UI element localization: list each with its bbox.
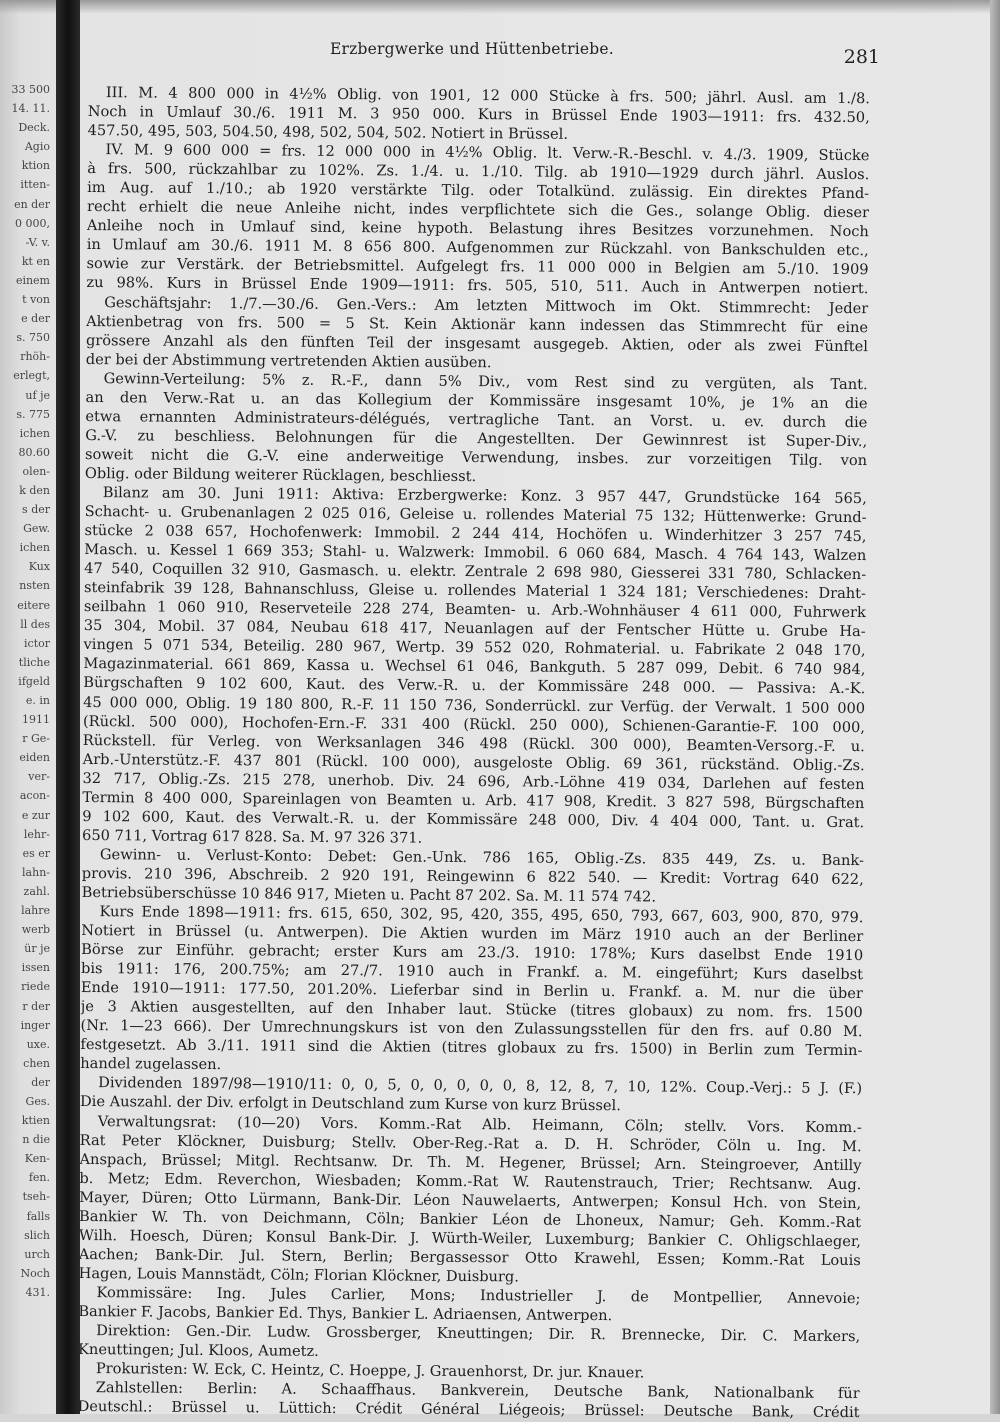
text-line: Aktienbetrag von frs. 500 = 5 St. Kein Aktionär kann indessen das Stimmrecht für eine bbox=[86, 312, 869, 336]
text-line: Anspach, Brüssel; Mitgl. Rechtsanw. Dr. Th. M. Hegener, Brüssel; Arn. Steingroever, Antilly bbox=[79, 1150, 862, 1174]
text-line: steinfabrik 39 128, Bahnanschluss, Gleise u. rollendes Material 1 324 181; Verschiedenes: Draht- bbox=[83, 579, 867, 603]
running-title: Erzbergwerke und Hüttenbetriebe. bbox=[330, 40, 614, 58]
fragment-line: Ges. bbox=[25, 1094, 50, 1108]
text-line: à frs. 500, rückzahlbar zu 102%. Zs. 1./4. u. 1./10. Tilg. ab 1910—1929 durch jährl. Auslos. bbox=[87, 160, 870, 184]
text-line: festgesetzt. Ab 3./11. 1911 sind die Aktien (titres globaux zu frs. 1500) in Berlin zum Termin- bbox=[80, 1036, 863, 1060]
fragment-line: kt en bbox=[21, 254, 50, 268]
text-line: Termin 8 400 000, Spareinlagen von Beamten u. Arb. 417 908, Kredit. 3 827 598, Bürgschaften bbox=[82, 788, 865, 812]
fragment-line: Kux bbox=[28, 560, 50, 574]
fragment-line: lehr- bbox=[23, 827, 50, 841]
text-line: Zahlstellen: Berlin: A. Schaaffhaus. Bankverein, Deutsche Bank, Nationalbank für bbox=[95, 1379, 860, 1403]
fragment-line: 14. 11. bbox=[11, 102, 50, 116]
fragment-line: nsten bbox=[19, 579, 50, 593]
fragment-line: ver- bbox=[28, 770, 50, 784]
fragment-line: ifgeld bbox=[18, 674, 50, 688]
fragment-line: 80.60 bbox=[18, 445, 50, 459]
text-line: Deutschl.: Brüssel u. Lüttich: Crédit Général Liégeois; Brüssel: Deutsche Bank, Crédit bbox=[77, 1398, 860, 1422]
fragment-line: lahn- bbox=[22, 865, 50, 879]
fragment-line: en der bbox=[14, 197, 50, 211]
body-text bbox=[78, 83, 870, 1422]
text-line: Wilh. Hoesch, Düren; Konsul Bank-Dir. J. Würth-Weiler, Luxemburg; Bankier C. Ohligschlaeger, bbox=[78, 1226, 861, 1250]
text-line: sowie zur Verstärk. der Betriebsmittel. Aufgelegt frs. 11 000 000 in Belgien am 5./10. 1909 bbox=[86, 255, 869, 279]
fragment-line: uf je bbox=[25, 388, 50, 402]
fragment-line: ichen bbox=[19, 426, 50, 440]
text-line: 32 717, Oblig.-Zs. 215 278, unerhob. Div. 24 696, Arb.-Löhne 419 034, Darlehen auf festen bbox=[82, 769, 865, 793]
text-line: Kommissäre: Ing. Jules Carlier, Mons; Industrieller J. de Montpellier, Annevoie; bbox=[96, 1284, 861, 1308]
fragment-line: der bbox=[31, 1075, 50, 1089]
fragment-line: erlegt, bbox=[13, 369, 50, 383]
fragment-line: ll des bbox=[20, 617, 50, 631]
fragment-line: zahl. bbox=[23, 884, 50, 898]
text-line: Schacht- u. Grubenanlagen 2 025 016, Geleise u. rollendes Material 75 132; Hüttenwerke: Grund- bbox=[84, 503, 867, 527]
text-line: Magazinmaterial. 661 869, Kassa u. Wechsel 61 046, Bankguth. 5 287 099, Debit. 6 740 984, bbox=[83, 655, 866, 679]
text-line: Dividenden 1897/98—1910/11: 0, 0, 5, 0, 0, 0, 0, 0, 8, 12, 8, 7, 10, 12%. Coup.-Verj.: 5 J. (F.) bbox=[98, 1074, 863, 1098]
text-line: b. Metz; Edm. Reverchon, Wiesbaden; Komm.-Rat W. Rautenstrauch, Trier; Rechtsanw. Aug. bbox=[79, 1169, 862, 1193]
fragment-line: e der bbox=[21, 312, 50, 326]
fragment-line: n die bbox=[22, 1133, 50, 1147]
text-line: im Aug. auf 1./10.; ab 1920 verstärkte Tilg. oder Totalkünd. zulässig. Ein direktes Pfand- bbox=[87, 179, 870, 203]
fragment-line: 431. bbox=[25, 1285, 50, 1299]
text-line: recht erhielt die neue Anleihe nicht, indes verpflichtete sich die Ges., solange Oblig. dieser bbox=[86, 198, 870, 222]
fragment-line: s. 775 bbox=[16, 407, 50, 421]
text-line: der bei der Abstimmung vertretenden Aktien ausüben. bbox=[85, 350, 492, 371]
text-line: (Nr. 1—23 666). Der Umrechnungskurs ist von den Zulassungsstellen für den frs. auf 0.80 M. bbox=[80, 1017, 863, 1041]
text-line: Kneuttingen; Jul. Kloos, Aumetz. bbox=[77, 1341, 319, 1360]
text-line: grössere Anzahl als den fünften Teil der insgesamt ausgegeb. Aktien, oder als zwei Fünftel bbox=[85, 331, 869, 355]
fragment-line: ür je bbox=[24, 942, 50, 956]
text-line: 650 711, Vortrag 617 828. Sa. M. 97 326 371. bbox=[82, 826, 423, 847]
text-line: Bilanz am 30. Juni 1911: Aktiva: Erzbergwerke: Konz. 3 957 447, Grundstücke 164 565, bbox=[102, 484, 867, 508]
fragment-line: Agio bbox=[24, 140, 50, 154]
text-line: Arb.-Unterstütz.-F. 437 801 (Rückl. 100 000), ausgeloste Oblig. 69 361, rückständ. Oblig.-Zs. bbox=[82, 750, 865, 774]
page-edge bbox=[990, 0, 1000, 1414]
text-line: Kurs Ende 1898—1911: frs. 615, 650, 302, 95, 420, 355, 495, 650, 793, 667, 603, 900, 870, 979. bbox=[99, 903, 864, 927]
fragment-line: olen- bbox=[22, 464, 50, 478]
fragment-line: chen bbox=[23, 1056, 50, 1070]
text-line: Noch in Umlauf 30./6. 1911 M. 3 950 000. Kurs in Brüssel Ende 1903—1911: frs. 432.50, bbox=[87, 103, 870, 127]
text-line: Prokuristen: W. Eck, C. Heintz, C. Hoeppe, J. Grauenhorst, Dr. jur. Knauer. bbox=[95, 1360, 645, 1382]
fragment-line: acon- bbox=[19, 789, 50, 803]
text-line: 457.50, 495, 503, 504.50, 498, 502, 504, 502. Notiert in Brüssel. bbox=[87, 122, 569, 143]
top-shadow bbox=[0, 0, 1000, 14]
text-line: provis. 210 396, Abschreib. 2 920 191, Reingewinn 6 822 540. — Kredit: Vortrag 640 622, bbox=[81, 864, 864, 889]
fragment-line: uxe. bbox=[26, 1037, 50, 1051]
fragment-line: eiden bbox=[19, 751, 50, 765]
text-line: Rückstell. für Verleg. von Werksanlagen 346 498 (Rückl. 300 000), Beamten-Versorg.-F. u. bbox=[82, 731, 865, 755]
fragment-line: eitere bbox=[17, 598, 50, 612]
fragment-line: r Ge- bbox=[22, 732, 50, 746]
text-line: III. M. 4 800 000 in 4½% Oblig. von 1901, 12 000 Stücke à frs. 500; jährl. Ausl. am 1./8. bbox=[105, 84, 870, 108]
fragment-line: rhöh- bbox=[20, 350, 50, 364]
fragment-line: inger bbox=[20, 1018, 50, 1032]
fragment-line: tliche bbox=[18, 655, 50, 669]
fragment-line: einem bbox=[15, 273, 50, 287]
fragment-line: Gew. bbox=[23, 522, 50, 536]
text-line: Gewinn-Verteilung: 5% z. R.-F., dann 5% Div., vom Rest sind zu vergüten, als Tant. bbox=[103, 369, 868, 393]
fragment-line: werb bbox=[21, 923, 50, 937]
fragment-line: Deck. bbox=[18, 121, 50, 135]
fragment-line: t von bbox=[22, 293, 50, 307]
adjacent-page-fragment bbox=[0, 80, 56, 1302]
fragment-line: Ken- bbox=[24, 1152, 50, 1166]
fragment-line: 0 000, bbox=[15, 216, 50, 230]
text-line: 47 540, Coquillen 32 910, Gasmasch. u. elektr. Zentrale 2 698 980, Giesserei 331 780, Schlacken- bbox=[84, 560, 867, 584]
text-line: IV. M. 9 600 000 = frs. 12 000 000 in 4½% Oblig. lt. Verw.-R.-Beschl. v. 4./3. 1909, Stücke bbox=[105, 141, 870, 165]
text-line: 45 000 000, Oblig. 19 180 800, R.-F. 11 150 736, Sonderrückl. zur Verfüg. der Verwalt. 1 500 000 bbox=[83, 693, 866, 717]
fragment-line: e zur bbox=[21, 808, 50, 822]
text-line: Betriebsüberschüsse 10 846 917, Mieten u. Pacht 87 202. Sa. M. 11 574 742. bbox=[81, 883, 657, 906]
text-line: Aachen; Bank-Dir. Jul. Stern, Berlin; Bergassessor Otto Krawehl, Essen; Komm.-Rat Louis bbox=[78, 1245, 861, 1269]
fragment-line: ktion bbox=[21, 159, 50, 173]
fragment-line: ichen bbox=[19, 541, 50, 555]
fragment-line: e. in bbox=[25, 694, 50, 707]
fragment-line: es er bbox=[22, 846, 50, 860]
fragment-line: tseh- bbox=[22, 1190, 50, 1204]
book-binding bbox=[56, 0, 80, 1414]
text-line: bis 1911: 176, 200.75%; am 27./7. 1910 auch in Frankf. a. M. eingeführt; Kurs daselbst bbox=[80, 960, 864, 984]
fragment-line: 1911 bbox=[22, 713, 50, 727]
text-line: an den Verw.-Rat u. an das Kollegium der Kommissäre insgesamt 10%, je 1% an die bbox=[85, 388, 868, 412]
text-line: (Rückl. 500 000), Hochofen-Ern.-F. 331 400 (Rückl. 250 000), Schienen-Garantie-F. 100 000, bbox=[82, 712, 866, 736]
text-line: vingen 5 071 534, Beteilig. 280 967, Wertp. 39 552 020, Rohmaterial. u. Fabrikate 2 048 170, bbox=[83, 636, 866, 660]
fragment-line: r der bbox=[22, 999, 50, 1013]
text-line: zu 98%. Kurs in Brüssel Ende 1909—1911: frs. 505, 510, 511. Auch in Antwerpen notiert. bbox=[86, 274, 869, 298]
text-line: Gewinn- u. Verlust-Konto: Debet: Gen.-Unk. 786 165, Oblig.-Zs. 835 449, Zs. u. Bank- bbox=[99, 845, 864, 869]
text-line: G.-V. zu beschliess. Belohnungen für die Angestellten. Der Gewinnrest ist Super-Div., bbox=[85, 426, 868, 450]
fragment-line: s der bbox=[22, 503, 50, 517]
text-line: Masch. u. Kessel 1 669 353; Stahl- u. Walzwerk: Immobil. 6 060 684, Masch. 4 764 143, Walzen bbox=[84, 541, 867, 565]
text-line: Ende 1910—1911: 177.50, 201.20%. Lieferbar sind in Berlin u. Frankf. a. M. nur die über bbox=[80, 979, 863, 1003]
fragment-line: ktien bbox=[21, 1114, 50, 1128]
text-line: Hagen, Louis Mannstädt, Cöln; Florian Klöckner, Duisburg. bbox=[78, 1264, 520, 1286]
fragment-line: ictor bbox=[24, 636, 50, 650]
text-line: handel zugelassen. bbox=[80, 1055, 222, 1074]
text-line: 9 102 600, Kaut. des Verwalt.-R. u. der Kommissäre 248 000, Div. 4 404 000, Tant. u. Grat. bbox=[82, 807, 865, 831]
text-line: Mayer, Düren; Otto Lürmann, Bank-Dir. Léon Nauwelaerts, Antwerpen; Konsul Hch. von Stein, bbox=[79, 1188, 862, 1212]
fragment-line: s. 750 bbox=[16, 331, 50, 345]
text-line: Rat Peter Klöckner, Duisburg; Stellv. Ober-Reg.-Rat a. D. H. Schröder, Cöln u. Ing. M. bbox=[79, 1131, 862, 1155]
text-line: Geschäftsjahr: 1./7.—30./6. Gen.-Vers.: Am letzten Mittwoch im Okt. Stimmrecht: Jeder bbox=[104, 293, 869, 317]
text-line: Oblig. oder Bildung weiterer Rücklagen, beschliesst. bbox=[84, 464, 477, 485]
text-line: etwa ernannten Administrateurs-délégués, vertragliche Tant. an Vorst. u. ev. durch die bbox=[85, 407, 868, 431]
text-line: Börse zur Einführ. gebracht; erster Kurs am 23./3. 1910: 178%; Kurs daselbst Ende 1910 bbox=[81, 941, 864, 965]
fragment-line: k den bbox=[19, 483, 50, 497]
fragment-line: riede bbox=[21, 980, 50, 994]
text-line: stücke 2 038 657, Hochofenwerk: Immobil. 2 244 414, Hochöfen u. Winderhitzer 3 257 745, bbox=[84, 522, 867, 546]
text-line: Notiert in Brüssel (u. Antwerpen). Die Aktien wurden im März 1910 auch an der Berliner bbox=[81, 922, 864, 946]
fragment-line: 33 500 bbox=[11, 83, 50, 96]
text-line: Direktion: Gen.-Dir. Ludw. Grossberger, Kneuttingen; Dir. R. Brennecke, Dir. C. Markers, bbox=[96, 1322, 861, 1346]
text-line: seilbahn 1 060 910, Reserveteile 228 274, Beamten- u. Arb.-Wohnhäuser 4 611 000, Fuhrwerk bbox=[83, 598, 866, 622]
fragment-line: issen bbox=[21, 961, 50, 975]
fragment-line: -V. v. bbox=[25, 235, 50, 249]
fragment-line: fen. bbox=[28, 1171, 50, 1185]
fragment-line: urch bbox=[24, 1247, 50, 1261]
text-line: 35 304, Mobil. 37 084, Neubau 618 417, Neuanlagen auf der Fentscher Hütte u. Grube Ha- bbox=[83, 617, 866, 641]
text-line: Verwaltungsrat: (10—20) Vors. Komm.-Rat Alb. Heimann, Cöln; stellv. Vors. Komm.- bbox=[97, 1112, 862, 1136]
text-line: je 3 Aktien ausgestellten, auf den Inhaber laut. Stücke (titres globaux) zu nom. frs. 1500 bbox=[80, 998, 863, 1022]
text-line: Die Auszahl. der Div. erfolgt in Deutschland zum Kurse von kurz Brüssel. bbox=[79, 1093, 621, 1115]
text-line: Bankier F. Jacobs, Bankier Ed. Thys, Bankier L. Adriaensen, Antwerpen. bbox=[78, 1302, 613, 1325]
text-line: Bürgschaften 9 102 600, Kaut. des Verw.-R. u. der Kommissäre 248 000. — Passiva: A.-K. bbox=[83, 674, 866, 698]
fragment-line: falls bbox=[26, 1209, 50, 1223]
text-line: Bankier W. Th. von Deichmann, Cöln; Bankier Léon de Lhoneux, Namur; Geh. Komm.-Rat bbox=[79, 1207, 862, 1231]
fragment-line: Noch bbox=[20, 1266, 50, 1280]
text-line: Anleihe noch in Umlauf sind, keine hypoth. Belastung ihres Besitzes vorzunehmen. Noch bbox=[86, 217, 869, 241]
fragment-line: lahre bbox=[21, 904, 50, 918]
fragment-line: slich bbox=[24, 1228, 50, 1242]
fragment-line: itten- bbox=[20, 178, 50, 192]
page-number: 281 bbox=[843, 46, 880, 68]
text-line: in Umlauf am 30./6. 1911 M. 8 656 800. Aufgenommen zur Rückzahl. von Bankschulden etc., bbox=[86, 236, 869, 260]
text-line: soweit nicht die G.-V. eine anderweitige Verwendung, insbes. zur vorzeitigen Tilg. von bbox=[85, 445, 868, 470]
